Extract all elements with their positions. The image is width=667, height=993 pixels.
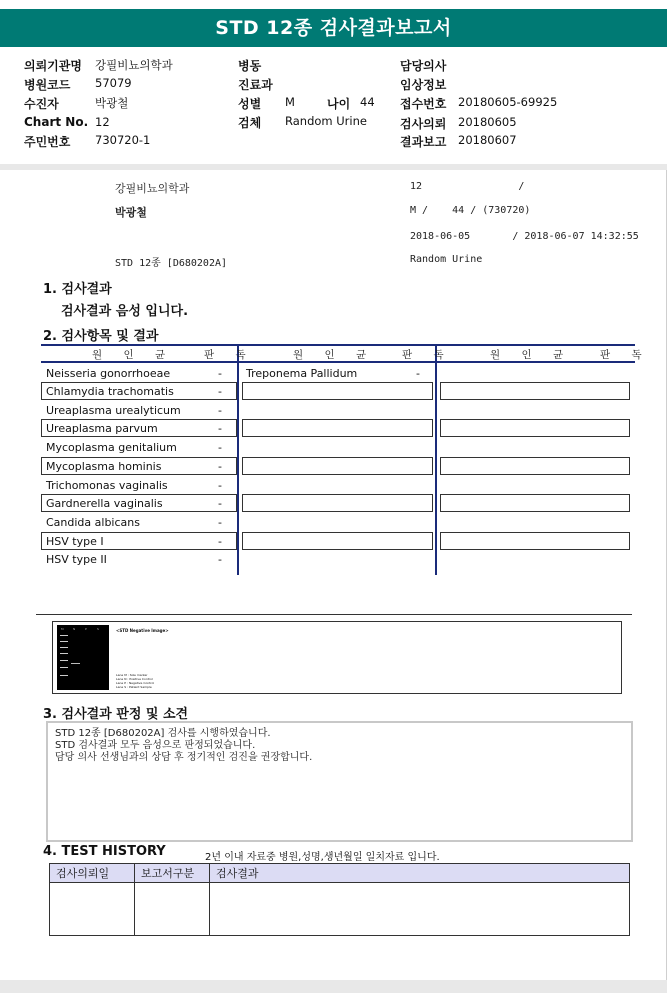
organism-result: - (416, 367, 420, 380)
svg-text:M: M (61, 627, 64, 631)
value-receipt-no: 20180605-69925 (458, 95, 558, 109)
history-cell (210, 883, 630, 936)
history-header-row (50, 864, 630, 883)
print-specimen: Random Urine (410, 254, 483, 265)
organism-name: HSV type I (46, 535, 104, 548)
label-specimen: 검체 (238, 116, 262, 130)
history-col-request-date: 검사의뢰일 (50, 864, 135, 883)
grid-divider-2 (435, 344, 437, 575)
value-request-date: 20180605 (458, 115, 517, 129)
history-cell (50, 883, 135, 936)
organism-result: - (218, 460, 222, 473)
organism-name: Candida albicans (46, 516, 140, 529)
organism-result: - (218, 367, 222, 380)
opinion-line: 담당 의사 선생님과의 상담 후 정기적인 검진을 권장합니다. (55, 752, 313, 763)
gel-legend-item: Lane P : Negative Control (116, 681, 155, 685)
organism-result: - (218, 535, 222, 548)
value-hospital-code: 57079 (95, 76, 132, 90)
empty-row-box (242, 494, 433, 512)
organism-name: Treponema Pallidum (246, 367, 358, 380)
organism-name: Ureaplasma urealyticum (46, 404, 181, 417)
organism-name: Trichomonas vaginalis (46, 479, 168, 492)
empty-row-box (242, 382, 433, 400)
organism-result: - (218, 479, 222, 492)
label-sex: 성별 (238, 97, 262, 111)
organism-name: HSV type II (46, 553, 107, 566)
opinion-box (46, 721, 633, 842)
label-clinic: 의뢰기관명 (24, 59, 82, 73)
col-header-result-1: 판 독 (204, 349, 255, 361)
organism-result: - (218, 516, 222, 529)
empty-row-box (440, 532, 630, 550)
opinion-line: STD 검사결과 모두 음성으로 판정되었습니다. (55, 740, 256, 751)
organism-result: - (218, 497, 222, 510)
organism-result: - (218, 422, 222, 435)
value-sex: M (285, 95, 295, 109)
value-report-date: 20180607 (458, 133, 517, 147)
gel-legend-item: Lane M : Size marker (116, 673, 148, 677)
section1-title: 1. 검사결과 (43, 282, 112, 297)
col-header-organism-1: 원 인 균 (92, 349, 175, 361)
organism-result: - (218, 441, 222, 454)
section4-note: 2년 이내 자료중 병원,성명,생년월일 일치자료 입니다. (205, 852, 440, 863)
empty-row-box (440, 494, 630, 512)
opinion-line: STD 12종 [D680202A] 검사를 시행하였습니다. (55, 728, 271, 739)
organism-result: - (218, 385, 222, 398)
svg-text:N: N (73, 627, 76, 631)
label-hospital-code: 병원코드 (24, 78, 71, 92)
col-header-result-3: 판 독 (600, 349, 651, 361)
label-clinical-info: 임상정보 (400, 78, 447, 92)
grid-top-line (41, 344, 635, 346)
organism-name: Mycoplasma hominis (46, 460, 162, 473)
section4-title: 4. TEST HISTORY (43, 844, 166, 859)
print-test-code: STD 12종 [D680202A] (115, 258, 228, 269)
gel-bands (57, 625, 109, 690)
print-dates: 2018-06-05 / 2018-06-07 14:32:55 (410, 231, 639, 242)
organism-name: Gardnerella vaginalis (46, 497, 163, 510)
value-clinic: 강필비뇨의학과 (95, 58, 173, 72)
gel-image (57, 625, 109, 690)
history-col-report-type: 보고서구분 (135, 864, 210, 883)
history-col-result: 검사결과 (210, 864, 630, 883)
label-patient: 수진자 (24, 97, 59, 111)
value-resident-no: 730720-1 (95, 133, 151, 147)
label-receipt-no: 접수번호 (400, 97, 447, 111)
label-age: 나이 (327, 97, 351, 111)
empty-row-box (440, 457, 630, 475)
label-ward: 병동 (238, 59, 262, 73)
label-report-date: 결과보고 (400, 135, 447, 149)
label-resident-no: 주민번호 (24, 135, 71, 149)
print-sex-age: M / 44 / (730720) (410, 205, 531, 216)
value-chart-no: 12 (95, 115, 110, 129)
gel-caption: <STD Negative Image> (116, 628, 169, 633)
organism-name: Ureaplasma parvum (46, 422, 158, 435)
empty-row-box (242, 457, 433, 475)
history-cell (135, 883, 210, 936)
print-clinic: 강필비뇨의학과 (115, 182, 190, 195)
empty-row-box (242, 419, 433, 437)
gel-legend (116, 673, 154, 689)
col-header-organism-2: 원 인 균 (293, 349, 376, 361)
svg-text:P: P (85, 627, 87, 631)
empty-row-box (440, 382, 630, 400)
organism-result: - (218, 404, 222, 417)
label-chart-no: Chart No. (24, 115, 89, 129)
value-age: 44 (360, 95, 375, 109)
label-doctor: 담당의사 (400, 59, 447, 73)
organism-name: Neisseria gonorrhoeae (46, 367, 171, 380)
col-header-organism-3: 원 인 균 (490, 349, 573, 361)
section2-title: 2. 검사항목 및 결과 (43, 329, 159, 344)
history-empty-row (50, 883, 630, 936)
section1-summary: 검사결과 음성 입니다. (61, 304, 189, 319)
organism-name: Mycoplasma genitalium (46, 441, 177, 454)
svg-text:S: S (97, 627, 99, 631)
history-table (49, 863, 630, 936)
organism-result: - (218, 553, 222, 566)
empty-row-box (242, 532, 433, 550)
label-request-date: 검사의뢰 (400, 117, 447, 131)
section3-title: 3. 검사결과 판정 및 소견 (43, 707, 189, 722)
value-patient: 박광철 (95, 96, 129, 110)
opinion-text (55, 728, 312, 764)
empty-row-box (440, 419, 630, 437)
label-department: 진료과 (238, 78, 273, 92)
section-divider (36, 614, 632, 615)
value-specimen: Random Urine (285, 114, 367, 128)
header-separator (0, 164, 667, 170)
col-header-result-2: 판 독 (402, 349, 453, 361)
print-patient-name: 박광철 (115, 206, 147, 219)
page-bottom-bar (0, 980, 667, 993)
gel-legend-item: Lane S : Patient Sample (116, 685, 152, 689)
organism-name: Chlamydia trachomatis (46, 385, 174, 398)
gel-legend-item: Lane N : Positive Control (116, 677, 153, 681)
report-title: STD 12종 검사결과보고서 (215, 17, 452, 39)
grid-divider-1 (237, 344, 239, 575)
print-chart-line: 12 / (410, 181, 525, 192)
